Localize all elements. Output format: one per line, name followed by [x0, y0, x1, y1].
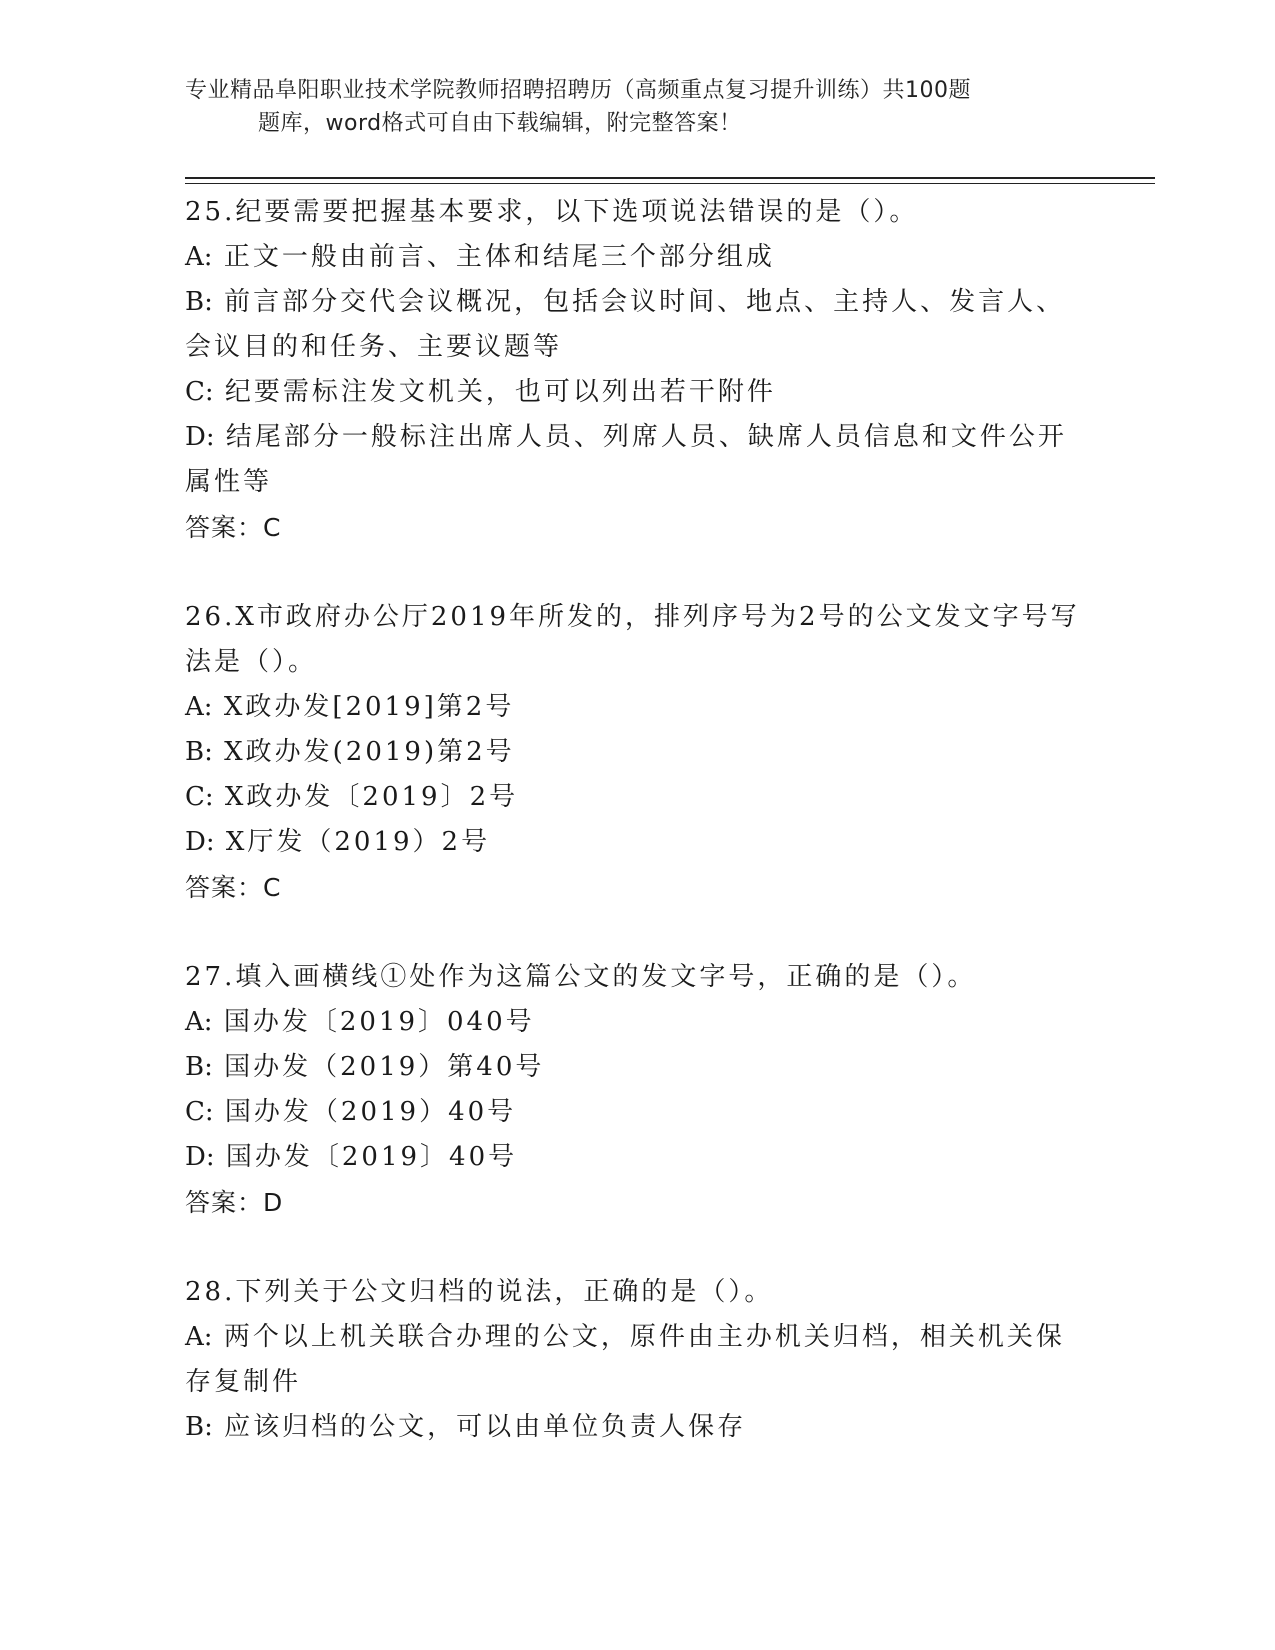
- option-letter: C:: [185, 1097, 214, 1127]
- option-text: 国办发（2019）第40号: [224, 1052, 545, 1082]
- option-b: [185, 1405, 1085, 1450]
- question-list: [185, 190, 1085, 1450]
- header-title-line-1: 专业精品阜阳职业技术学院教师招聘招聘历（高频重点复习提升训练）共100题: [185, 78, 971, 103]
- option-c: [185, 1090, 1085, 1135]
- option-text: X政办发(2019)第2号: [224, 737, 515, 767]
- header-divider-thin: [185, 183, 1155, 184]
- option-text: 国办发（2019）40号: [224, 1097, 517, 1127]
- header-divider-thick: [185, 177, 1155, 179]
- option-a: [185, 685, 1085, 730]
- option-letter: A:: [185, 692, 213, 722]
- option-c: [185, 775, 1085, 820]
- option-b: [185, 280, 1085, 370]
- option-b: [185, 1045, 1085, 1090]
- option-letter: D:: [185, 1142, 215, 1172]
- option-text: 纪要需标注发文机关，也可以列出若干附件: [224, 377, 776, 407]
- option-letter: D:: [185, 422, 215, 452]
- option-d: [185, 1135, 1085, 1180]
- answer-line: 答案：C: [185, 873, 282, 902]
- option-a: [185, 235, 1085, 280]
- option-text: X政办发〔2019〕2号: [224, 782, 519, 812]
- option-text: X政办发[2019]第2号: [223, 692, 515, 722]
- answer-line: 答案：C: [185, 513, 282, 542]
- question-stem: 27.填入画横线①处作为这篇公文的发文字号，正确的是（）。: [185, 962, 977, 992]
- question-27: [185, 955, 1085, 1225]
- option-letter: A:: [185, 1007, 213, 1037]
- option-a: [185, 1315, 1085, 1405]
- question-26: [185, 595, 1085, 910]
- option-c: [185, 370, 1085, 415]
- option-letter: A:: [185, 1322, 213, 1352]
- option-text: 前言部分交代会议概况，包括会议时间、地点、主持人、发言人、会议目的和任务、主要议题等: [185, 287, 1066, 362]
- option-letter: B:: [185, 737, 213, 767]
- option-text: 国办发〔2019〕40号: [225, 1142, 518, 1172]
- option-text: 应该归档的公文，可以由单位负责人保存: [224, 1412, 747, 1442]
- option-letter: B:: [185, 1412, 213, 1442]
- option-d: [185, 820, 1085, 865]
- question-28: [185, 1270, 1085, 1450]
- option-letter: A:: [185, 242, 213, 272]
- option-a: [185, 1000, 1085, 1045]
- option-text: 两个以上机关联合办理的公文，原件由主办机关归档，相关机关保存复制件: [185, 1322, 1065, 1397]
- option-letter: D:: [185, 827, 215, 857]
- option-letter: B:: [185, 1052, 213, 1082]
- option-letter: C:: [185, 377, 214, 407]
- question-stem: 25.纪要需要把握基本要求，以下选项说法错误的是（）。: [185, 197, 919, 227]
- header-title-line-2: 题库，word格式可自由下载编辑，附完整答案！: [258, 111, 742, 136]
- answer-line: 答案：D: [185, 1188, 284, 1217]
- document-header: [185, 74, 1065, 140]
- option-b: [185, 730, 1085, 775]
- question-25: [185, 190, 1085, 550]
- question-stem: 26.X市政府办公厅2019年所发的，排列序号为2号的公文发文字号写法是（）。: [185, 602, 1080, 677]
- question-stem: 28.下列关于公文归档的说法，正确的是（）。: [185, 1277, 774, 1307]
- option-text: X厅发（2019）2号: [225, 827, 491, 857]
- option-letter: B:: [185, 287, 213, 317]
- option-d: [185, 415, 1085, 505]
- option-letter: C:: [185, 782, 214, 812]
- option-text: 结尾部分一般标注出席人员、列席人员、缺席人员信息和文件公开属性等: [185, 422, 1067, 497]
- option-text: 正文一般由前言、主体和结尾三个部分组成: [223, 242, 775, 272]
- option-text: 国办发〔2019〕040号: [223, 1007, 535, 1037]
